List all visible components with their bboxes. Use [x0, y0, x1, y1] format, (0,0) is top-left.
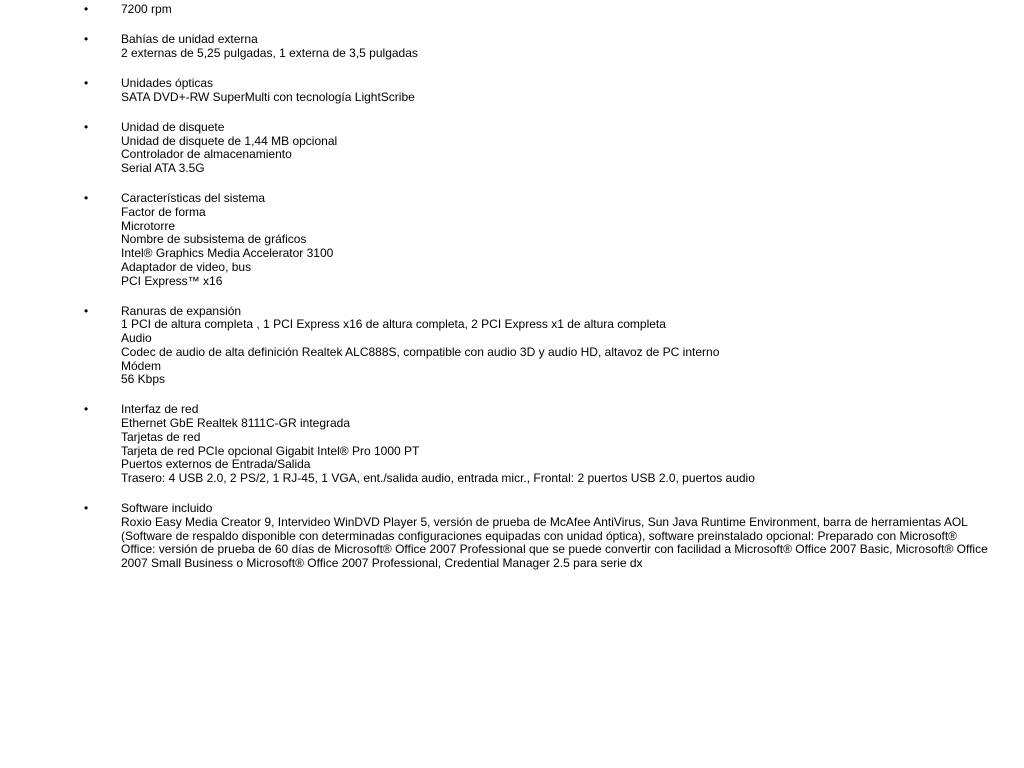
spec-line: SATA DVD+-RW SuperMulti con tecnología LightScribe	[121, 89, 415, 104]
spec-line: Serial ATA 3.5G	[121, 161, 205, 176]
spec-bullet-item	[0, 121, 1024, 176]
spec-line: PCI Express™ x16	[121, 273, 223, 288]
spec-line: 1 PCI de altura completa , 1 PCI Express x16 de altura completa, 2 PCI Express x1 de altura completa	[121, 317, 666, 332]
spec-line: Ethernet GbE Realtek 8111C-GR integrada	[121, 416, 351, 431]
spec-line: Roxio Easy Media Creator 9, Intervideo WinDVD Player 5, versión de prueba de McAfee AntiVirus, Sun Java Runtime Environment, barra de herramientas AOL (Software de respaldo disponible con determinadas configuraciones equipadas con unidad óptica), software preinstalado opcional: Preparado con Microsoft® Office: versión de prueba de 60 días de Microsoft® Office 2007 Professional que se puede convertir con facilidad a Microsoft® Office 2007 Basic, Microsoft® Office 2007 Small Business o Microsoft® Office 2007 Professional, Credential Manager 2.5 para serie dx	[121, 514, 988, 570]
spec-heading: Unidad de disquete	[121, 120, 225, 135]
bullet-dot-icon: •	[84, 303, 89, 318]
spec-line: Factor de forma	[121, 205, 206, 220]
spec-bullet-item	[0, 502, 1024, 571]
spec-bullet-item	[0, 305, 1024, 387]
spec-line: Intel® Graphics Media Accelerator 3100	[121, 246, 334, 261]
spec-line: Trasero: 4 USB 2.0, 2 PS/2, 1 RJ-45, 1 VGA, ent./salida audio, entrada micr., Frontal: 2 puertos USB 2.0, puertos audio	[121, 470, 755, 485]
spec-line: Controlador de almacenamiento	[121, 147, 292, 162]
spec-heading: Ranuras de expansión	[121, 303, 242, 318]
spec-bullet-item	[0, 3, 1024, 17]
bullet-dot-icon: •	[84, 76, 89, 91]
spec-heading: Características del sistema	[121, 191, 266, 206]
bullet-dot-icon: •	[84, 120, 89, 135]
bullet-dot-icon: •	[84, 2, 89, 16]
spec-bullet-item	[0, 192, 1024, 288]
spec-heading: 7200 rpm	[121, 2, 172, 16]
spec-line: Nombre de subsistema de gráficos	[121, 232, 307, 247]
spec-line: Tarjeta de red PCIe opcional Gigabit Intel® Pro 1000 PT	[121, 443, 420, 458]
spec-line: Puertos externos de Entrada/Salida	[121, 457, 311, 472]
spec-bullet-item	[0, 33, 1024, 60]
bullet-dot-icon: •	[84, 191, 89, 206]
spec-line: Tarjetas de red	[121, 429, 201, 444]
spec-heading: Software incluido	[121, 501, 213, 516]
bullet-dot-icon: •	[84, 402, 89, 417]
bullet-dot-icon: •	[84, 501, 89, 516]
bullet-dot-icon: •	[84, 32, 89, 47]
spec-heading: Bahías de unidad externa	[121, 32, 258, 47]
spec-line: Adaptador de video, bus	[121, 259, 252, 274]
spec-line: Unidad de disquete de 1,44 MB opcional	[121, 133, 338, 148]
spec-line: Módem	[121, 358, 162, 373]
spec-bullet-item	[0, 77, 1024, 104]
spec-heading: Unidades ópticas	[121, 76, 214, 91]
spec-bullet-list	[0, 3, 1024, 587]
spec-line: Microtorre	[121, 218, 176, 233]
spec-line: Codec de audio de alta definición Realtek ALC888S, compatible con audio 3D y audio HD, altavoz de PC interno	[121, 344, 720, 359]
spec-bullet-item	[0, 403, 1024, 485]
spec-line: 56 Kbps	[121, 372, 166, 387]
spec-line: 2 externas de 5,25 pulgadas, 1 externa de 3,5 pulgadas	[121, 45, 418, 60]
spec-line: Audio	[121, 331, 152, 346]
spec-heading: Interfaz de red	[121, 402, 199, 417]
